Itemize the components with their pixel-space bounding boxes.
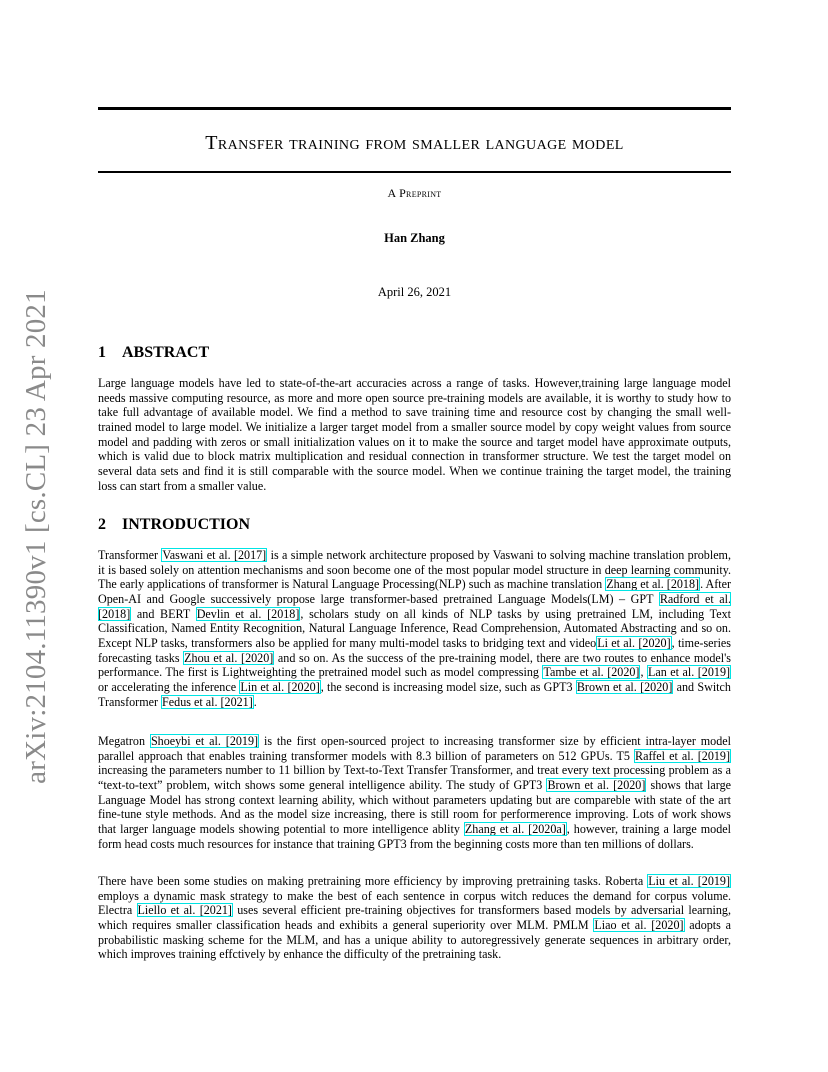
preprint-label: A Preprint bbox=[387, 186, 442, 200]
citation-link[interactable]: Brown et al. [2020] bbox=[547, 777, 646, 792]
text-run: and BERT bbox=[131, 606, 196, 621]
title-rule-bottom bbox=[98, 171, 731, 173]
text-run: , however, training a large model form head costs much resources for instance that training GPT3 from the beginning costs more than ten millions of dollars. bbox=[98, 821, 731, 851]
author-name: Han Zhang bbox=[384, 231, 445, 245]
text-run: . bbox=[253, 694, 257, 709]
text-run: is the first open-sourced project to increasing transformer size by efficient intra-layer model parallel approach that enables training transformer models with 8.3 billion of parameters on 512 GPUs. T5 bbox=[98, 734, 732, 763]
citation-link[interactable]: Lan et al. [2019] bbox=[647, 665, 731, 680]
section-number: 2 bbox=[98, 516, 106, 533]
text-run: Transformer bbox=[98, 548, 162, 562]
text-run: increasing the parameters number to 11 billion by Text-to-Text Transfer Transformer, and treat every text processing problem as a “text-to-text” problem, witch shows some general intelligence ability. The study of GPT3 bbox=[98, 763, 731, 792]
paper-date: April 26, 2021 bbox=[377, 285, 452, 299]
citation-link[interactable]: Brown et al. [2020] bbox=[576, 679, 673, 694]
section-heading-abstract bbox=[98, 343, 209, 363]
citation-link[interactable]: Tambe et al. [2020] bbox=[543, 665, 640, 680]
citation-link[interactable]: Liu et al. [2019] bbox=[648, 874, 730, 888]
text-run: or accelerating the inference bbox=[98, 679, 240, 694]
text-run: shows that large Language Model has strong context learning ability, which without parameters updating but are compareble with state of the art fine-tune style methods. And as the model size increasing, there is still room for performerence improving. Lots of work shows that larger language models showing potential to more intelligence ablity bbox=[98, 777, 731, 836]
text-run: , time-series forecasting tasks bbox=[98, 635, 731, 665]
intro-paragraph-3 bbox=[98, 874, 731, 962]
text-run: There have been some studies on making pretraining more efficiency by improving pretraining tasks. Roberta bbox=[98, 874, 648, 888]
text-run: and Switch Transformer bbox=[98, 679, 731, 709]
text-run: employs a dynamic mask strategy to make the best of each sentence in corpus witch reduces the demand for corpus volume. Electra bbox=[98, 888, 731, 918]
citation-link[interactable]: Devlin et al. [2018] bbox=[196, 606, 300, 621]
intro-paragraph-1 bbox=[98, 548, 731, 709]
citation-link[interactable]: Lin et al. [2020] bbox=[240, 679, 320, 694]
text-run: uses several efficient pre-training objectives for transformers based models by adversarial learning, which requires smaller classification heads and exhibits a general superiority over MLM. PMLM bbox=[98, 903, 731, 932]
citation-link[interactable]: Zhang et al. [2020a] bbox=[464, 821, 566, 836]
text-run: and so on. As the success of the pre-training model, there are two routes to enhance model's performance. The first is Lightweighting the pretrained model such as model compressing bbox=[98, 650, 731, 680]
citation-link[interactable]: Raffel et al. [2019] bbox=[635, 748, 730, 763]
text-run: . After Open-AI and Google successively propose large transformer-based pretrained Language Models(LM) – GPT bbox=[98, 577, 731, 606]
section-title: INTRODUCTION bbox=[122, 516, 251, 533]
abstract-paragraph: Large language models have led to state-of-the-art accuracies across a range of tasks. However,training large language model needs massive computing resource, as more and more open source pre-training models are available, it is worthy to study how to take full advantage of available model. We find a method to save training time and resource cost by changing the small well-trained model to large model. We initialize a larger target model from a smaller source model by copy weight values from source model and padding with zeros or small initialization values on it to make the source and target model have approximate outputs, which is valid due to block matrix multiplication and residual connection in transformer structure. We test the target model on several data sets and find it is still comparable with the source model. When we continue training the target model, the training loss can start from a smaller value. bbox=[98, 376, 731, 493]
text-run: Megatron bbox=[98, 734, 150, 748]
citation-link[interactable]: Liao et al. [2020] bbox=[594, 917, 684, 932]
text-run: , the second is increasing model size, such as GPT3 bbox=[320, 679, 576, 694]
arxiv-identifier: arXiv:2104.11390v1 [cs.CL] 23 Apr 2021 bbox=[19, 288, 52, 784]
citation-link[interactable]: Li et al. [2020] bbox=[597, 635, 671, 650]
citation-link[interactable]: Radford et al. [2018] bbox=[98, 591, 732, 621]
citation-link[interactable]: Shoeybi et al. [2019] bbox=[150, 734, 259, 748]
text-run: , scholars study on all kinds of NLP tasks by using pretrained LM, including Text Classification, Named Entity Recognition, Natural Language Inference, Read Comprehension, Automated Abstracting and so on. Except NLP tasks, transformers also be applied for many multi-model tasks to bridging text and video bbox=[98, 606, 731, 650]
text-run: , bbox=[640, 665, 647, 680]
citation-link[interactable]: Liello et al. [2021] bbox=[137, 903, 232, 918]
title-rule-top bbox=[98, 107, 731, 110]
intro-paragraph-2 bbox=[98, 734, 731, 851]
section-title: ABSTRACT bbox=[122, 344, 210, 361]
section-number: 1 bbox=[98, 344, 106, 361]
citation-link[interactable]: Vaswani et al. [2017] bbox=[162, 548, 267, 562]
arxiv-sidebar bbox=[14, 0, 58, 1072]
paper-title: Transfer training from smaller language model bbox=[205, 132, 624, 154]
citation-link[interactable]: Zhang et al. [2018] bbox=[606, 577, 700, 592]
text-run: is a simple network architecture proposed by Vaswani to solving machine translation problem, it is based solely on attention mechanisms and soon become one of the most popular model structure in deep learning community. The early applications of transformer is Natural Language Processing(NLP) such as machine translation bbox=[98, 548, 731, 592]
section-heading-introduction bbox=[98, 515, 250, 535]
citation-link[interactable]: Zhou et al. [2020] bbox=[184, 650, 274, 665]
text-run: adopts a probabilistic masking scheme for the MLM, and has a unique ability to autoregressively generate sequences in arbitrary order, which improves training effctively by enhance the difficulty of the pretraining task. bbox=[98, 917, 731, 962]
citation-link[interactable]: Fedus et al. [2021] bbox=[162, 694, 253, 709]
